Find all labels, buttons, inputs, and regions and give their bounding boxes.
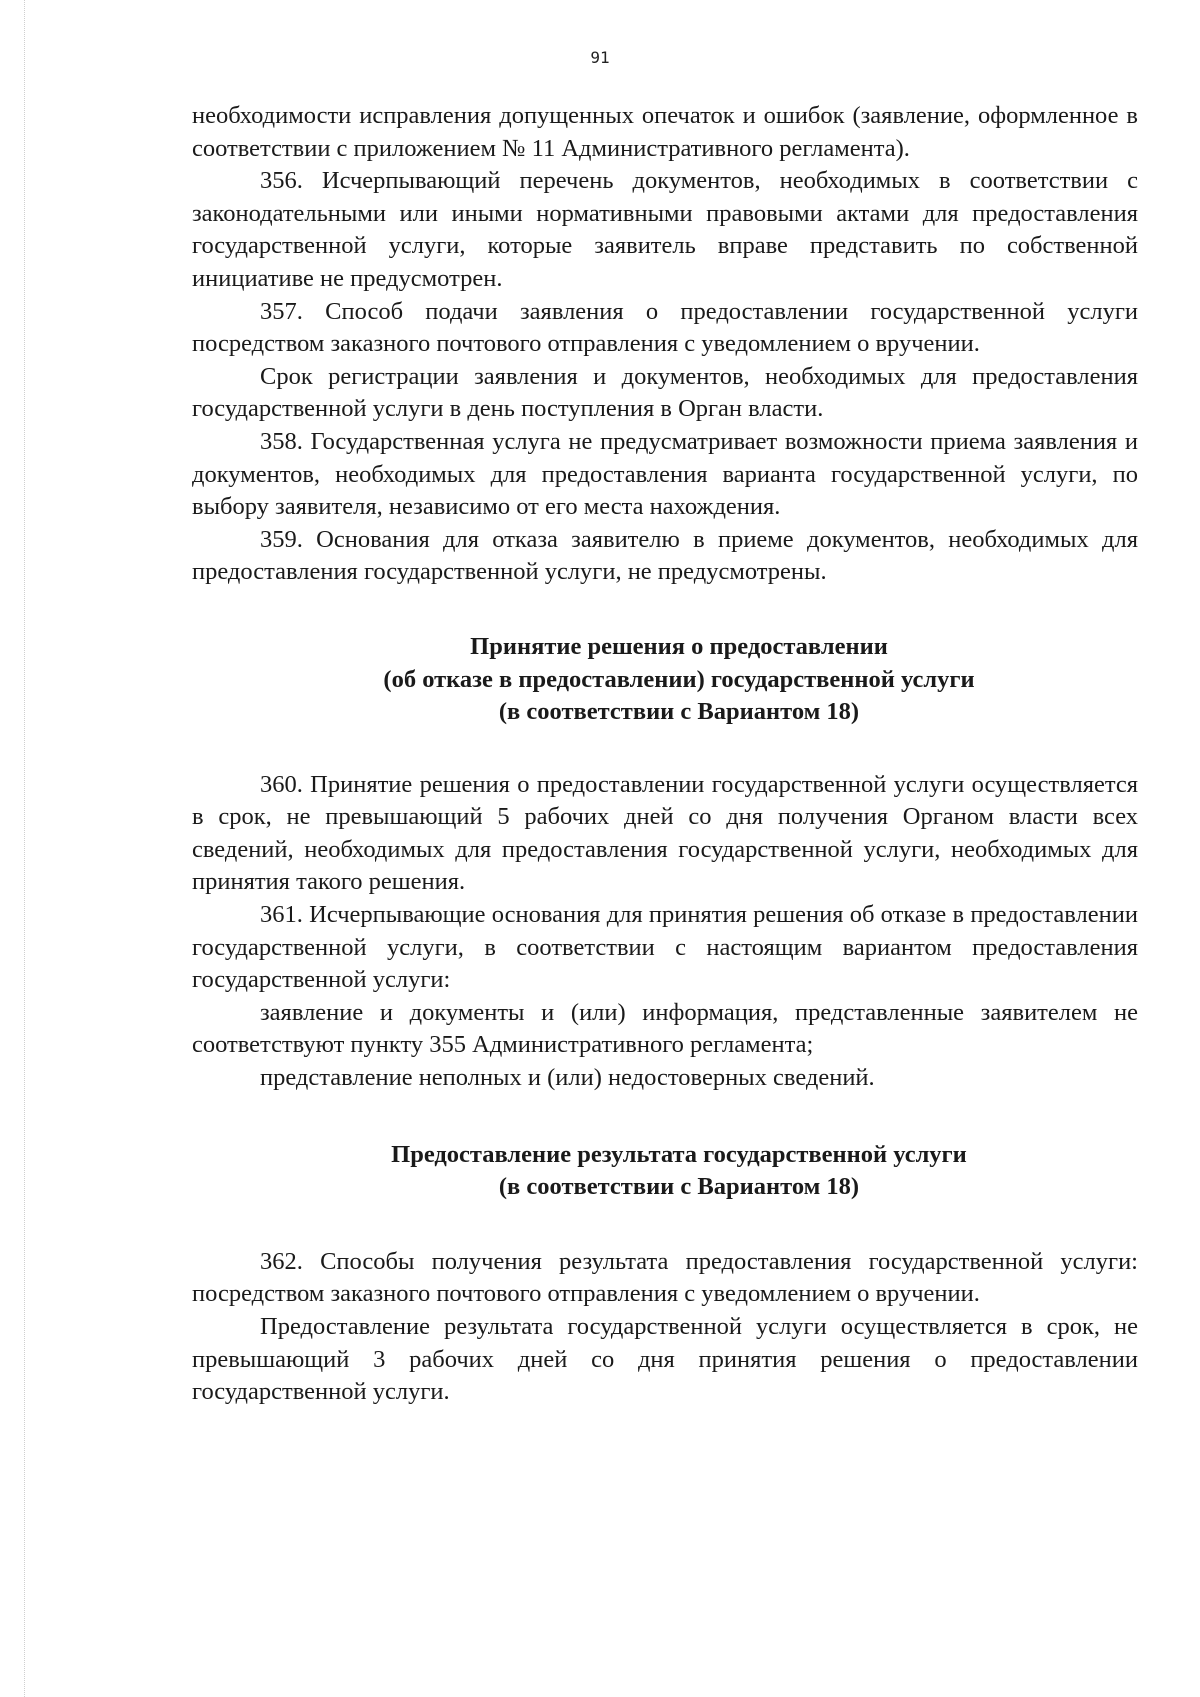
heading-line: (об отказе в предоставлении) государственной услуги bbox=[383, 665, 975, 693]
paragraph-registration-term: Срок регистрации заявления и документов, необходимых для предоставления государственной услуги в день поступления в Орган власти. bbox=[192, 362, 1138, 423]
heading-line: Принятие решения о предоставлении bbox=[470, 632, 888, 660]
heading-line: (в соответствии с Вариантом 18) bbox=[498, 698, 860, 726]
document-body bbox=[192, 100, 1138, 1409]
page-number: 91 bbox=[590, 48, 610, 67]
heading-line: Предоставление результата государственной услуги bbox=[391, 1140, 967, 1168]
paragraph-continuation: необходимости исправления допущенных опечаток и ошибок (заявление, оформленное в соответствии с приложением № 11 Административного регламента). bbox=[192, 102, 1138, 162]
paragraph-refusal-ground-2: представление неполных и (или) недостоверных сведений. bbox=[260, 1064, 875, 1092]
paragraph-361: 361. Исчерпывающие основания для принятия решения об отказе в предоставлении государственной услуги, в соответствии с настоящим вариантом предоставления государственной услуги: bbox=[192, 901, 1138, 994]
paragraph-356: 356. Исчерпывающий перечень документов, необходимых в соответствии с законодательными или иными нормативными правовыми актами для предоставления государственной услуги, которые заявитель вправе представить по собственной инициативе не предусмотрен. bbox=[192, 167, 1138, 292]
heading-line: (в соответствии с Вариантом 18) bbox=[498, 1173, 860, 1201]
paragraph-360: 360. Принятие решения о предоставлении государственной услуги осуществляется в срок, не превышающий 5 рабочих дней со дня получения Органом власти всех сведений, необходимых для предоставления государственной услуги, необходимых для принятия такого решения. bbox=[192, 770, 1138, 896]
section-heading-result bbox=[192, 1139, 1138, 1204]
paragraph-362: 362. Способы получения результата предоставления государственной услуги: посредством заказного почтового отправления с уведомлением о вручении. bbox=[192, 1247, 1138, 1308]
section-heading-decision bbox=[192, 631, 1138, 729]
paragraph-result-term: Предоставление результата государственной услуги осуществляется в срок, не превышающий 3 рабочих дней со дня принятия решения о предоставлении государственной услуги. bbox=[192, 1313, 1138, 1406]
paragraph-358: 358. Государственная услуга не предусматривает возможности приема заявления и документов, необходимых для предоставления варианта государственной услуги, по выбору заявителя, независимо от его места нахождения. bbox=[192, 427, 1138, 521]
scan-binding-edge bbox=[24, 0, 26, 1697]
paragraph-359: 359. Основания для отказа заявителю в приеме документов, необходимых для предоставления государственной услуги, не предусмотрены. bbox=[192, 525, 1138, 586]
paragraph-refusal-ground-1: заявление и документы и (или) информация, представленные заявителем не соответствуют пункту 355 Административного регламента; bbox=[192, 998, 1138, 1059]
paragraph-357: 357. Способ подачи заявления о предоставлении государственной услуги посредством заказного почтового отправления с уведомлением о вручении. bbox=[192, 297, 1138, 358]
